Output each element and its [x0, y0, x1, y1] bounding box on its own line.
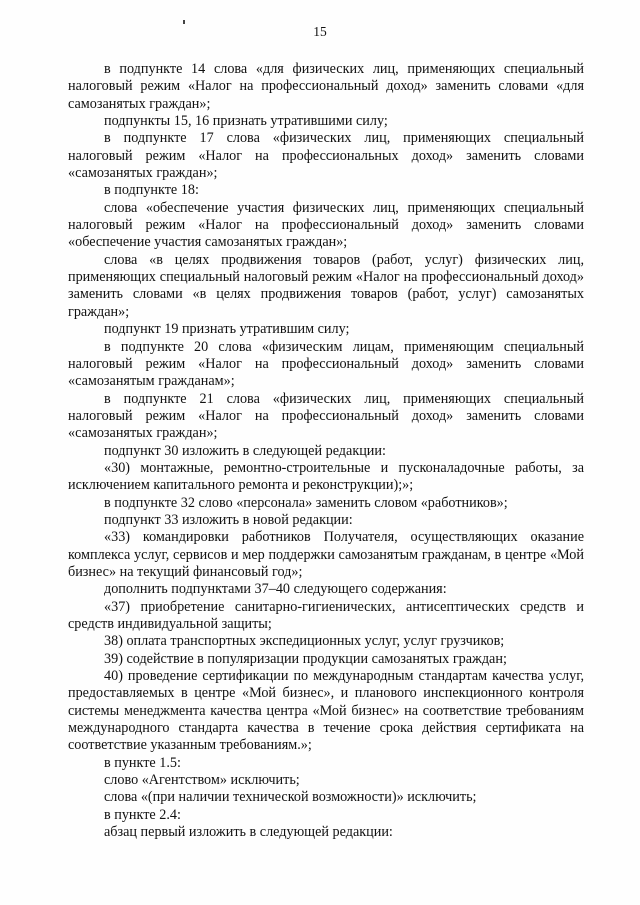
paragraph: «30) монтажные, ремонтно-строительные и пусконаладочные работы, за исключением капитального ремонта и реконструкции);»; [68, 459, 584, 494]
paragraph: абзац первый изложить в следующей редакции: [104, 824, 393, 841]
paragraph: «37) приобретение санитарно-гигиенических, антисептических средств и средств индивидуальной защиты; [68, 598, 584, 632]
paragraph: в подпункте 17 слова «физических лиц, применяющих специальный налоговый режим «Налог на профессиональных доход» заменить словами «самозанятых граждан»; [68, 130, 584, 182]
paragraph: подпункты 15, 16 признать утратившими силу; [104, 113, 388, 130]
paragraph: в подпункте 21 слова «физических лиц, применяющих специальный налоговый режим «Налог на профессиональный доход» заменить словами «самозанятых граждан»; [68, 390, 584, 442]
paragraph: подпункт 33 изложить в новой редакции: [104, 511, 353, 528]
paragraph: в подпункте 32 слово «персонала» заменить словом «работников»; [104, 494, 508, 511]
paragraph: в подпункте 20 слова «физическим лицам, применяющим специальный налоговый режим «Налог на профессиональный доход» заменить словами «самозанятым гражданам»; [68, 338, 584, 390]
paragraph: в подпункте 14 слова «для физических лиц, применяющих специальный налоговый режим «Налог на профессиональный доход» заменить словами «для самозанятых граждан»; [68, 61, 584, 112]
paragraph: слово «Агентством» исключить; [104, 772, 300, 789]
paragraph: 40) проведение сертификации по международным стандартам качества услуг, предоставляемых в центре «Мой бизнес», и планового инспекционного контроля системы менеджмента качества центра «Мой бизнес» на соответствие требованиям международного стандарта качества в течение срока действия сертификата на соответствие указанным требованиям.»; [68, 668, 584, 754]
paragraph: подпункт 19 признать утратившим силу; [104, 321, 350, 338]
paragraph: слова «обеспечение участия физических лиц, применяющих специальный налоговый режим «Налог на профессиональный доход» заменить словами «обеспечение участия самозанятых граждан»; [68, 199, 584, 251]
paragraph: «33) командировки работников Получателя, осуществляющих оказание комплекса услуг, сервисов и мер поддержки самозанятым гражданам, в центре «Мой бизнес» на текущий финансовый год»; [68, 529, 584, 580]
document-body [68, 61, 584, 841]
paragraph: в пункте 2.4: [104, 806, 181, 823]
page-number: 15 [313, 24, 327, 39]
paragraph: в пункте 1.5: [104, 754, 181, 771]
paragraph: в подпункте 18: [104, 182, 199, 199]
paragraph: слова «в целях продвижения товаров (работ, услуг) физических лиц, применяющих специальный налоговый режим «Налог на профессиональный доход» заменить словами «в целях продвижения товаров (работ, услуг) самозанятых граждан»; [68, 251, 584, 320]
paragraph: 39) содействие в популяризации продукции самозанятых граждан; [104, 650, 507, 667]
paragraph: подпункт 30 изложить в следующей редакции: [104, 442, 386, 459]
paragraph: 38) оплата транспортных экспедиционных услуг, услуг грузчиков; [104, 633, 505, 650]
paragraph: дополнить подпунктами 37–40 следующего содержания: [104, 581, 447, 598]
paragraph: слова «(при наличии технической возможности)» исключить; [104, 789, 477, 806]
